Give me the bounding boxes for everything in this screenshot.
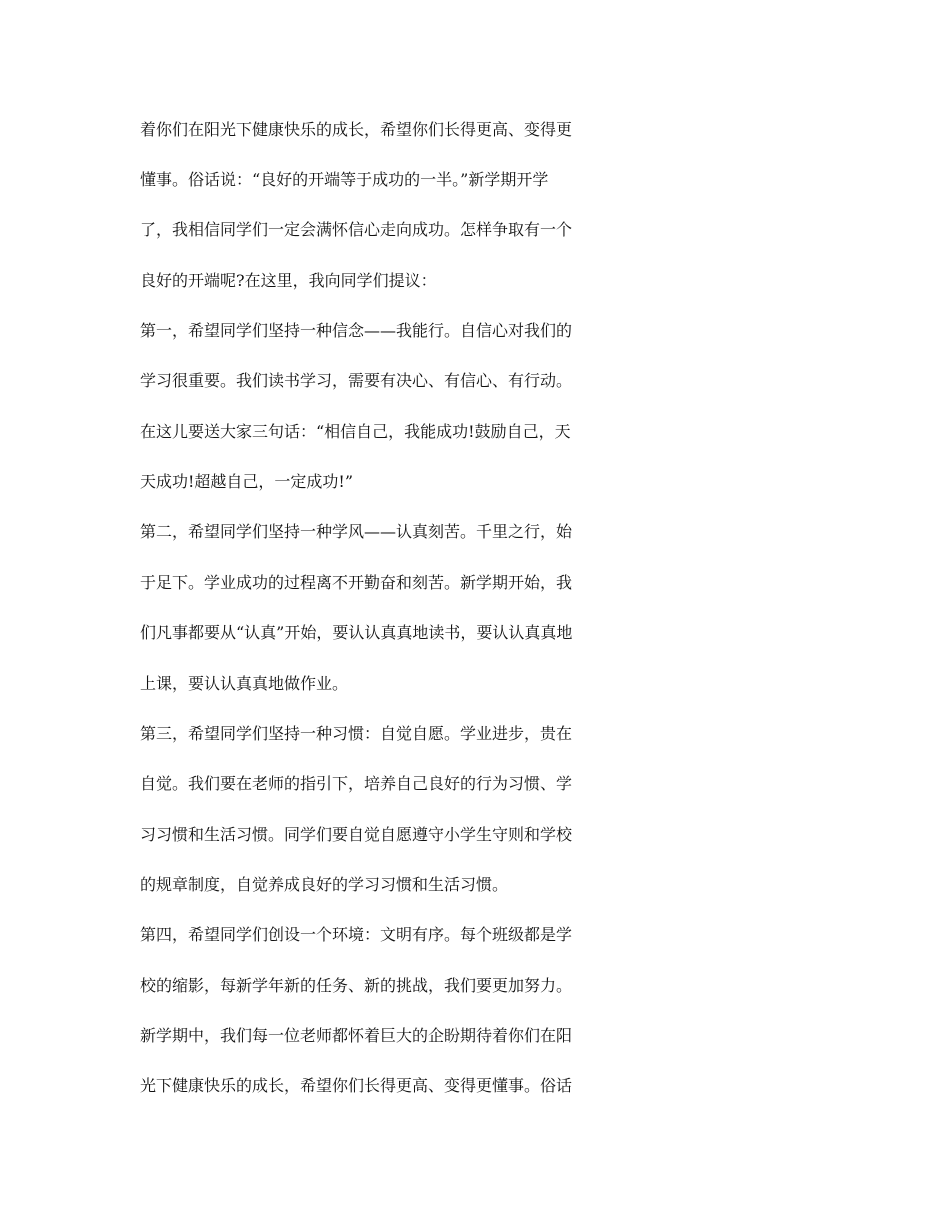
text-line: 懂事。俗话说：“良好的开端等于成功的一半。”新学期开学 [140,170,549,189]
text-line: 新学期中，我们每一位老师都怀着巨大的企盼期待着你们在阳 [140,1026,573,1045]
text-line: 校的缩影，每新学年新的任务、新的挑战，我们要更加努力。 [140,976,573,995]
text-line: 的规章制度，自觉养成良好的学习习惯和生活习惯。 [140,875,509,894]
text-line: 良好的开端呢?在这里，我向同学们提议： [140,271,437,290]
text-line: 着你们在阳光下健康快乐的成长，希望你们长得更高、变得更 [140,120,573,139]
text-line: 习习惯和生活习惯。同学们要自觉自愿遵守小学生守则和学校 [140,825,573,844]
text-line: 学习很重要。我们读书学习，需要有决心、有信心、有行动。 [140,371,573,390]
text-line: 光下健康快乐的成长，希望你们长得更高、变得更懂事。俗话 [140,1076,573,1095]
text-line: 上课，要认认真真地做作业。 [140,674,349,693]
text-line: 天成功!超越自己，一定成功!” [140,472,354,491]
text-line: 第一，希望同学们坚持一种信念——我能行。自信心对我们的 [140,321,573,340]
text-line: 第三，希望同学们坚持一种习惯：自觉自愿。学业进步，贵在 [140,724,573,743]
text-line: 第二，希望同学们坚持一种学风——认真刻苦。千里之行，始 [140,522,573,541]
text-line: 了，我相信同学们一定会满怀信心走向成功。怎样争取有一个 [140,220,573,239]
text-line: 自觉。我们要在老师的指引下，培养自己良好的行为习惯、学 [140,774,573,793]
text-line: 第四，希望同学们创设一个环境：文明有序。每个班级都是学 [140,925,573,944]
text-line: 在这儿要送大家三句话：“相信自己，我能成功!鼓励自己，天 [140,422,571,441]
text-line: 们凡事都要从“认真”开始，要认认真真地读书，要认认真真地 [140,623,573,642]
text-line: 于足下。学业成功的过程离不开勤奋和刻苦。新学期开始，我 [140,573,573,592]
